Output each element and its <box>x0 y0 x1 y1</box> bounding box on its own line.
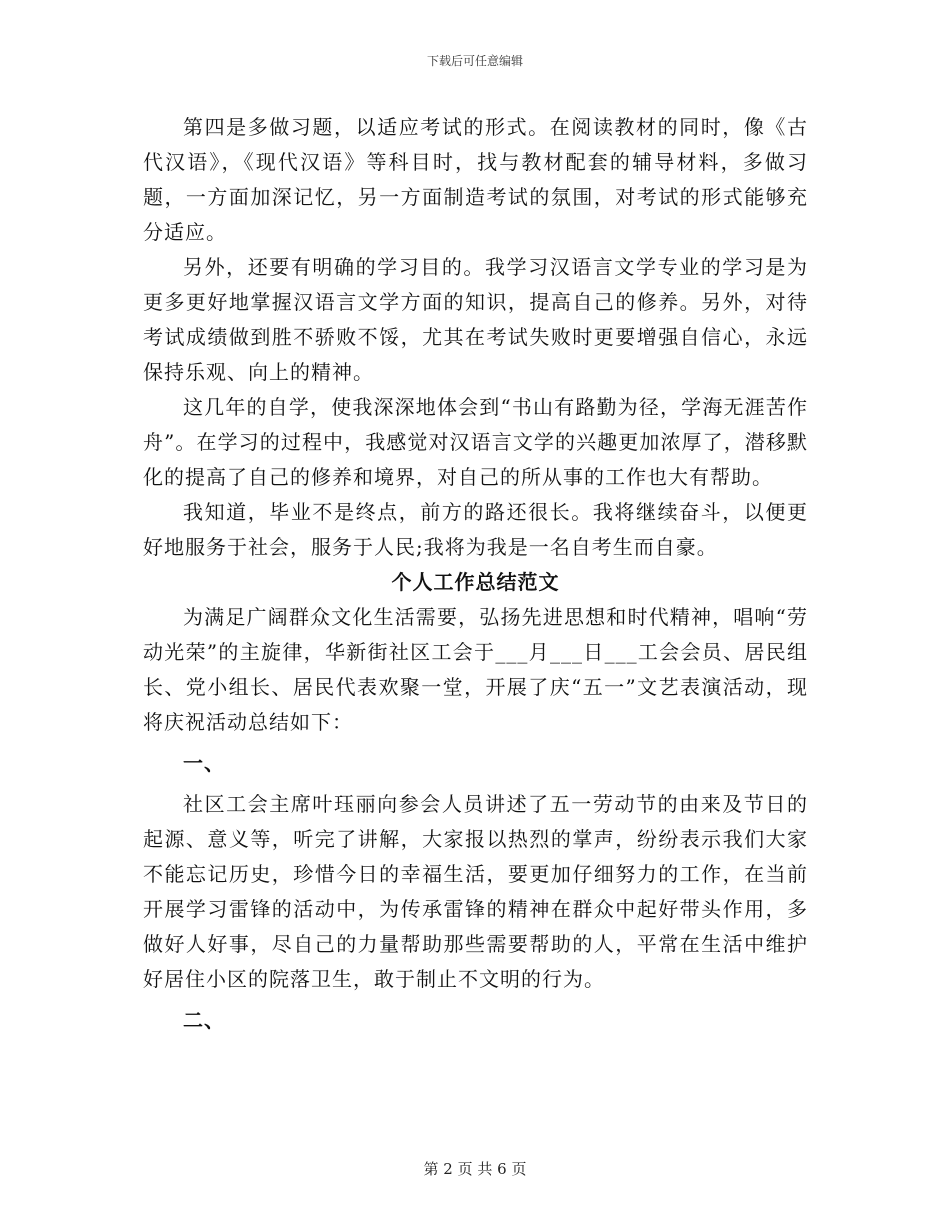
paragraph-union-chair-speech: 社区工会主席叶珏丽向参会人员讲述了五一劳动节的由来及节日的起源、意义等，听完了讲解，大家报以热烈的掌声，纷纷表示我们大家不能忘记历史，珍惜今日的幸福生活，要更加仔细努力的工作，在当前开展学习雷锋的活动中，为传承雷锋的精神在群众中起好带头作用，多做好人好事，尽自己的力量帮助那些需要帮助的人，平常在生活中维护好居住小区的院落卫生，敢于制止不文明的行为。 <box>143 792 808 991</box>
page-header-note: 下载后可任意编辑 <box>426 54 523 68</box>
paragraph-study-goal: 另外，还要有明确的学习目的。我学习汉语言文学专业的学习是为更多更好地掌握汉语言文学方面的知识，提高自己的修养。另外，对待考试成绩做到胜不骄败不馁，尤其在考试失败时更要增强自信心，永远保持乐观、向上的精神。 <box>143 255 808 384</box>
paragraph-study-exercises: 第四是多做习题，以适应考试的形式。在阅读教材的同时，像《古代汉语》，《现代汉语》等科目时，找与教材配套的辅导材料，多做习题，一方面加深记忆，另一方面制造考试的氛围，对考试的形式能够充分适应。 <box>143 115 808 244</box>
list-heading-one: 一、 <box>183 751 225 775</box>
paragraph-self-study-reflection: 这几年的自学，使我深深地体会到“书山有路勤为径，学海无涯苦作舟”。在学习的过程中，我感觉对汉语言文学的兴趣更加浓厚了，潜移默化的提高了自己的修养和境界，对自己的所从事的工作也大有帮助。 <box>143 395 808 489</box>
section-title: 个人工作总结范文 <box>391 570 560 594</box>
paragraph-event-intro: 为满足广阔群众文化生活需要，弘扬先进思想和时代精神，唱响“劳动光荣”的主旋律，华新街社区工会于___月___日___工会会员、居民组长、党小组长、居民代表欢聚一堂，开展了庆“五一”文艺表演活动，现将庆祝活动总结如下： <box>143 605 808 734</box>
page-number-footer: 第 2 页 共 6 页 <box>423 1160 527 1178</box>
document-body <box>143 110 808 1044</box>
paragraph-graduation: 我知道，毕业不是终点，前方的路还很长。我将继续奋斗，以便更好地服务于社会，服务于人民;我将为我是一名自考生而自豪。 <box>143 500 808 559</box>
list-heading-two: 二、 <box>183 1008 225 1032</box>
